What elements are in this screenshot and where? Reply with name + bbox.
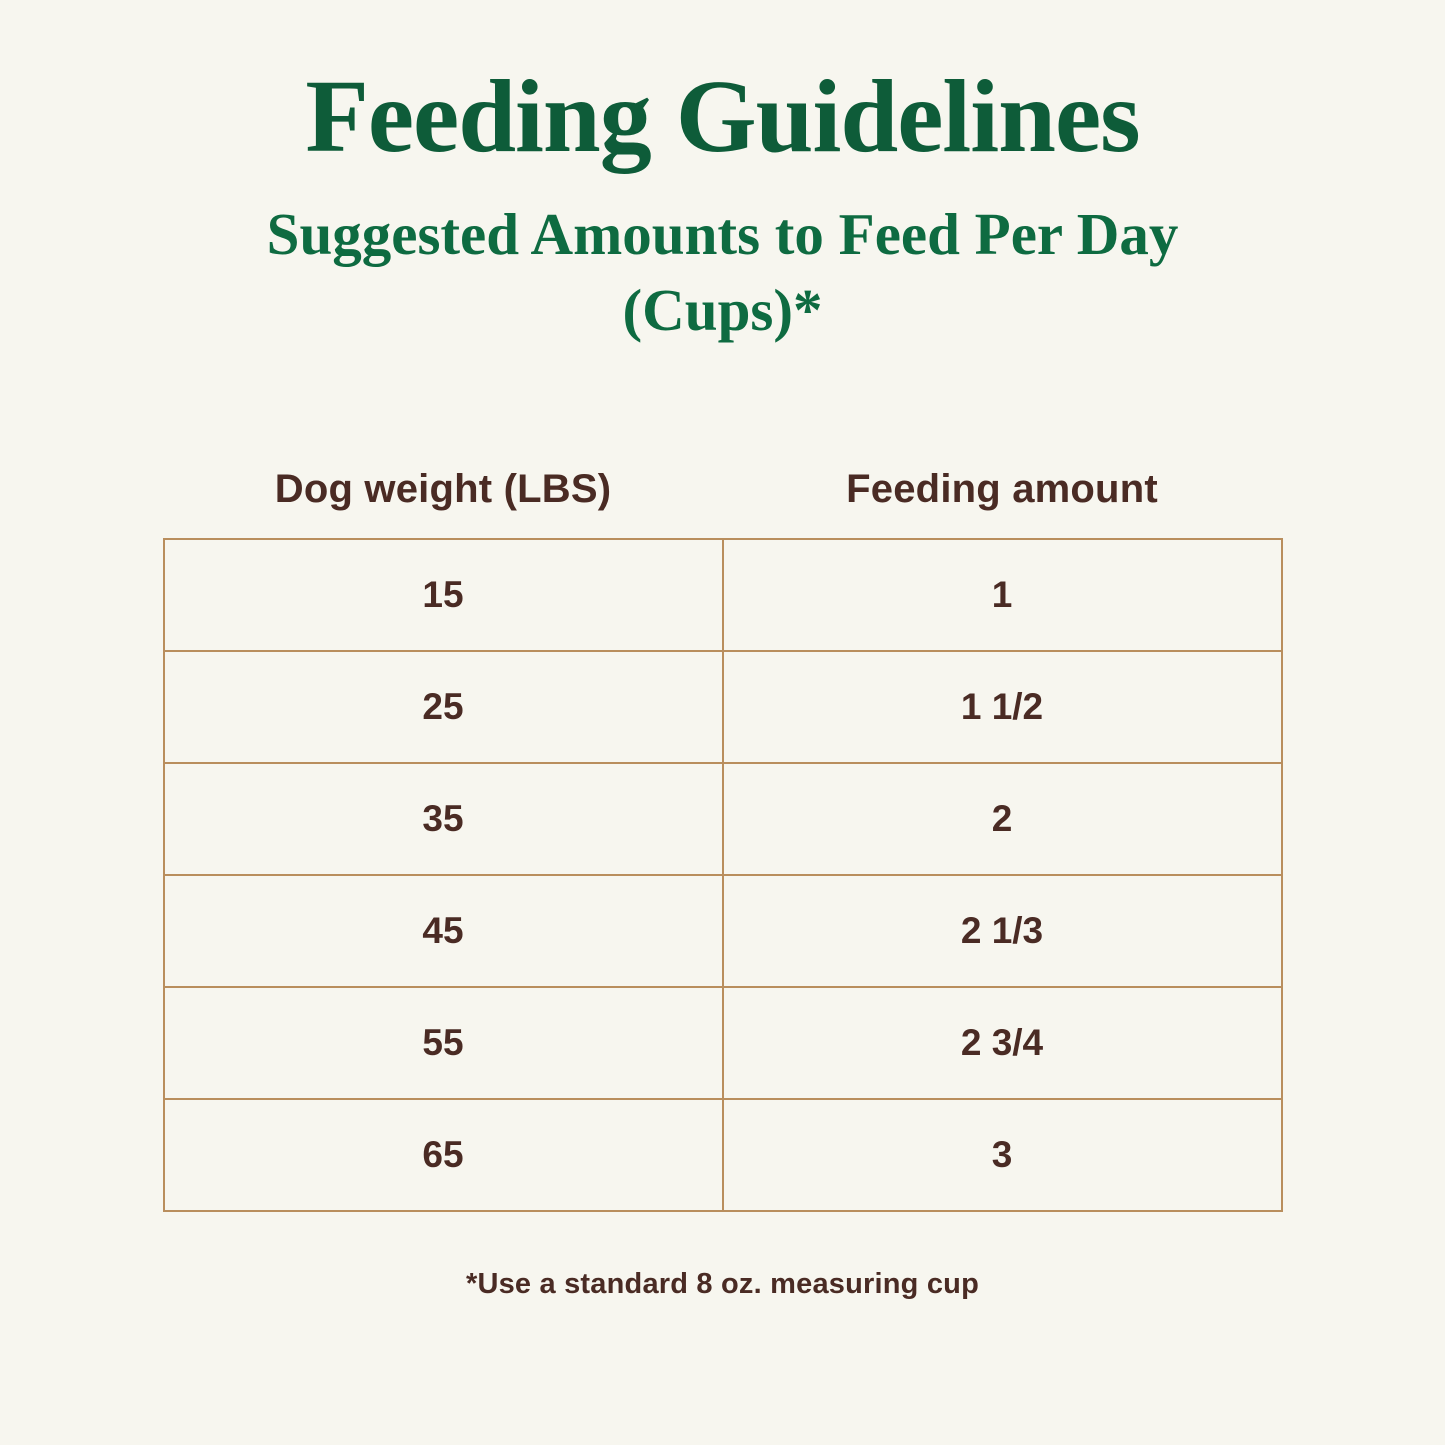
table-row: [164, 1099, 1282, 1211]
table-row: [164, 651, 1282, 763]
cell-dog-weight: 55: [164, 987, 723, 1099]
feeding-table: [163, 466, 1283, 1212]
cell-dog-weight: 35: [164, 763, 723, 875]
cell-dog-weight: 25: [164, 651, 723, 763]
footnote: *Use a standard 8 oz. measuring cup: [465, 1268, 980, 1301]
cell-dog-weight: 15: [164, 539, 723, 651]
column-header-dog-weight: Dog weight (LBS): [274, 467, 612, 512]
cell-feeding-amount: 1: [723, 539, 1282, 651]
cell-dog-weight: 45: [164, 875, 723, 987]
table-row: [164, 987, 1282, 1099]
cell-feeding-amount: 2 1/3: [723, 875, 1282, 987]
column-header-feeding-amount: Feeding amount: [846, 467, 1158, 512]
page-title: Feeding Guidelines: [305, 59, 1140, 174]
feeding-table-container: [163, 466, 1283, 1212]
cell-feeding-amount: 1 1/2: [723, 651, 1282, 763]
cell-feeding-amount: 3: [723, 1099, 1282, 1211]
cell-dog-weight: 65: [164, 1099, 723, 1211]
table-body: [164, 539, 1282, 1211]
table-row: [164, 875, 1282, 987]
cell-feeding-amount: 2 3/4: [723, 987, 1282, 1099]
table-header-row: [164, 466, 1282, 539]
table-row: [164, 763, 1282, 875]
table-header: [164, 466, 1282, 539]
cell-feeding-amount: 2: [723, 763, 1282, 875]
page-subtitle: Suggested Amounts to Feed Per Day (Cups)*: [266, 201, 1179, 343]
table-row: [164, 539, 1282, 651]
